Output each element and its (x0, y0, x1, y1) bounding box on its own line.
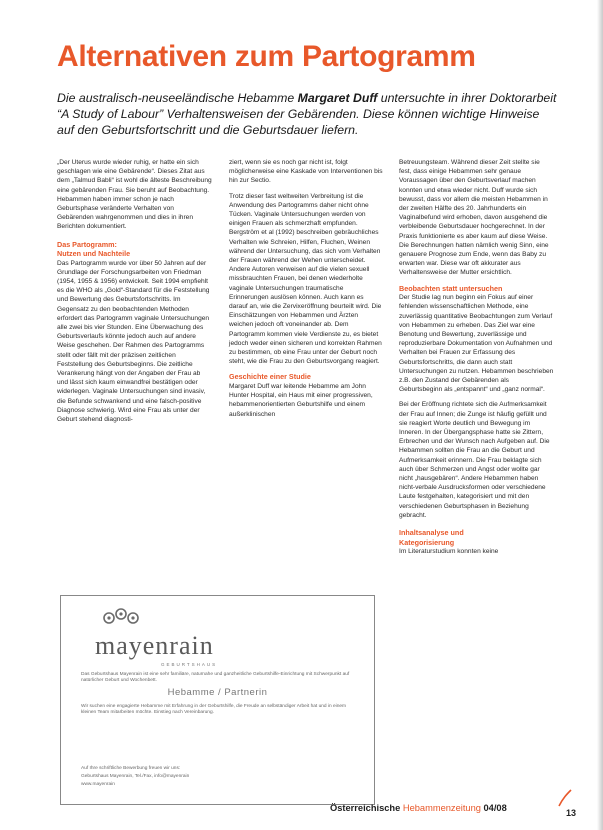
ad-logo-subtitle: GEBURTSHAUS (161, 662, 218, 667)
intro-author: Margaret Duff (297, 91, 378, 105)
ad-body-text: Wir suchen eine engagierte Hebamme mit Erfahrung in der Geburtshilfe, die Freude an selbständiger Arbeit hat und in einem kleinen Team mitarbeiten möchte. Einstieg nach Vereinbarung. (81, 704, 347, 716)
subheading-kategorisierung: Kategorisierung (399, 537, 455, 547)
subheading-inhaltsanalyse: Inhaltsanalyse und (399, 528, 464, 538)
page-number: 13 (566, 808, 577, 818)
subheading-partogramm: Das Partogramm: (57, 239, 117, 249)
footer-magazine: Österreichische (330, 803, 403, 813)
col3-paragraph-1: Betreuungsteam. Während dieser Zeit stellte sie fest, dass einige Hebammen sehr genaue Voraussagen über den Geburtsverlauf machen konnten und etwa wieder nicht. Duff wurde sich bewusst, dass vor allem die meisten Hebammen in der zweiten Hälfte des 20. Jahrhunderts ein Vaginalbefund wird erhoben, davon ausgehend die verbleibende Geburtsdauer hochgerechnet. In der Praxis funktionierte es aber kaum auf diese Weise. Die Berechnungen hatten nämlich wenig Sinn, eine genauere Prognose zum Ende, wenn das Baby zu erwarten war. Diese war oft akkurater aus Verhaltensweise der Mutter ersichtlich. (399, 159, 549, 277)
corner-swoosh-icon (555, 788, 575, 808)
subheading-beobachten: Beobachten statt untersuchen (399, 283, 503, 293)
page-edge-shadow (597, 0, 603, 830)
ad-contact-line-3: www.mayenrain (81, 782, 115, 787)
ad-intro-text: Das Geburtshaus Mayenrain ist eine sehr familiäre, naturnahe und ganzheitliche Geburtshilfe-Einrichtung mit Schwerpunkt auf natürlicher Geburt und Wochenbett. (81, 672, 350, 684)
col1-paragraph-1: „Der Uterus wurde wieder ruhig, er hatte ein sich geschlagen wie eine Gebärende“. Dieses Zitat aus dem „Talmud Babli“ ist wohl die älteste Beschreibung eine gebärenden Frau. Sie beruht auf Beobachtung. Hebammen haben immer schon je nach Geburtsphase veränderte Verhalten von Gebärenden wahrgenommen und dies in ihren Berichten dokumentiert. (57, 159, 212, 231)
intro-after: untersuchte in ihrer Doktorarbeit “A Study of Labour” Verhaltensweisen der Gebärenden. Diese können wichtige Hinweise auf den Geburtsfortschritt und die Geburtsdauer liefern. (57, 91, 557, 137)
text-column-3 (399, 158, 554, 562)
col1-paragraph-2: Das Partogramm wurde vor über 50 Jahren auf der Grundlage der Forschungsarbeiten von Friedman (1954, 1955 & 1956) entwickelt. Seit 1994 empfiehlt es die WHO als „Gold“-Standard für die Feststellung und Bewertung des Geburtsfortschritts. Im Gegensatz zu den beobachtenden Methoden erfordert das Partogramm vaginale Untersuchungen alle zwei bis vier Stunden. Eine Überwachung des Geburtsverlaufs könnte jedoch auch auf andere Weise geschehen. Der Rahmen des Partogramms stellt oder fällt mit der präzisen zeitlichen Feststellung des Geburtsbeginns. Die zeitliche Verankerung hängt von der Angaben der Frau ab und lässt sich kaum einwandfrei bestätigen oder widerlegen. Vaginale Untersuchungen sind invasiv, die Befunde schwankend und eine falsch-positive Diagnose schwierig. Wird eine Frau als unter der Geburt stehend diagnosti- (57, 259, 210, 424)
col2-paragraph-3: Margaret Duff war leitende Hebamme am John Hunter Hospital, ein Haus mit einer progressiven, hebammenorientierten Geburtshilfe und einem außerklinischen (229, 382, 373, 418)
text-column-1 (57, 158, 212, 430)
footer-zeitung: Hebammenzeitung (402, 803, 484, 813)
col3-paragraph-2: Der Studie lag nun beginn ein Fokus auf einer fehlenden wissenschaftlichen Methode, eine zuverlässig quantitative Beobachtungen zum Verlauf von Hebammen zu erheben. Das Ziel war eine Benotung und Bewertung, zuverlässige und reproduzierbare Dokumentation von Aufnahmen und Verhalten bei Frauen zur Erfassung des Geburtsfortschritts, die dann auch statt Untersuchungen zu nutzen. Hebammen beschrieben z.B. den Zustand der Gebärenden als Geburtsbeginn als „entspannt“ und „ganz normal“. (399, 294, 554, 394)
article-title: Alternativen zum Partogramm (57, 40, 476, 73)
col2-paragraph-2: Trotz dieser fast weltweiten Verbreitung ist die Anwendung des Partogramms daher nicht ohne Tücken. Vaginale Untersuchungen werden von einigen Frauen als schmerzhaft empfunden. Bergström et al (1992) beschreiben gebräuchliches Verhalten wie Schreien, Hilfen, Fluchen, Weinen während der Untersuchung, das sich vom Verhalten der Frauen während der Wehen unterscheidet. Andere Autoren verweisen auf die vielen sexuell missbrauchten Frauen, bei denen wiederholte vaginale Untersuchungen traumatische Erinnerungen auslösen können. Auch kann es darauf an, wie die Zervixeröffnung beurteilt wird. Die Einschätzungen von Hebammen und Ärzten weichen jedoch oft voneinander ab. Dem Partogramm kommen viele Verdienste zu, es bietet jedoch weder einen sicheren und korrekten Rahmen zu bestimmen, ob eine Frau unter der Geburt noch steht, wie die Frau zu den Geburtsvorgang reagiert. (229, 192, 382, 366)
ad-contact-line-1: Auf Ihre schriftliche Bewerbung freuen wir uns: (81, 766, 181, 771)
col2-paragraph-1: ziert, wenn sie es noch gar nicht ist, folgt möglicherweise eine Kaskade von Interventionen bis hin zur Sectio. (229, 159, 383, 185)
subheading-nutzen: Nutzen und Nachteile (57, 249, 131, 259)
page-footer (330, 803, 507, 813)
footer-issue: 04/08 (483, 803, 507, 813)
flower-logo-icon (101, 606, 141, 630)
article-intro (57, 90, 557, 138)
col3-paragraph-3: Bei der Eröffnung richtete sich die Aufmerksamkeit der Frau auf Innen; die Zunge ist häufig gefüllt und sie reagiert Worte deutlich und Bewegung im Inneren. In der Übergangsphase hatte sie Zittern, Erbrechen und der Wunsch nach Aufgeben auf. Die Hebammen sollten die Frau an die Geburt und Aufmerksamkeit erinnern. Die Frau beklagte sich auch über Schmerzen und Angst oder wollte gar nicht „hausgebären“. Andere Hebammen haben nicht-verbale Ausdrucksformen oder verschiedene Laute festgehalten, kategorisiert und mit den verschiedenen Geburtsphasen in Beziehung gebracht. (399, 401, 550, 519)
text-column-2 (229, 158, 384, 425)
ad-contact-line-2: Geburtshaus Mayenrain, Tel./Fax, info@mayenrain (81, 774, 190, 779)
job-advertisement (60, 595, 375, 805)
ad-heading: Hebamme / Partnerin (167, 687, 268, 698)
intro-before: Die australisch-neuseeländische Hebamme (57, 91, 298, 105)
col3-paragraph-4: Im Literaturstudium konnten keine (399, 548, 499, 556)
ad-logo-text: mayenrain (95, 631, 214, 660)
subheading-geschichte: Geschichte einer Studie (229, 372, 311, 382)
